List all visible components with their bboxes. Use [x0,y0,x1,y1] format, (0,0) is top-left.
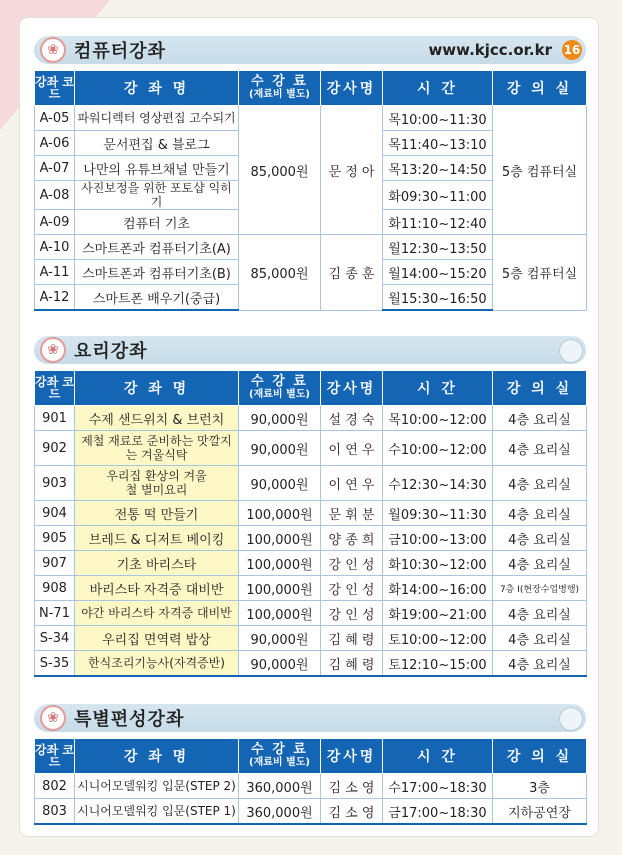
table-row [35,651,587,677]
course-code: A-10 [35,235,75,260]
course-name: 한식조리기능사(자격증반) [75,651,239,677]
course-fee: 100,000원 [239,601,321,626]
header-teacher: 강사명 [321,739,383,774]
table-row [35,601,587,626]
course-time: 수10:00~12:00 [383,431,493,466]
table-row [35,551,587,576]
course-table [34,370,587,677]
course-code: A-09 [35,210,75,235]
header-room: 강 의 실 [493,71,587,106]
course-name: 스마트폰과 컴퓨터기초(B) [75,260,239,285]
flower-icon: ❀ [40,337,66,363]
course-time: 금10:00~13:00 [383,526,493,551]
course-code: A-05 [35,106,75,131]
course-table [34,70,587,311]
circle-decoration [559,707,583,731]
course-code: 903 [35,466,75,501]
table-row [35,576,587,601]
course-teacher: 문 휘 분 [321,501,383,526]
course-time: 월09:30~11:30 [383,501,493,526]
course-room: 4층 요리실 [493,501,587,526]
table-row [35,626,587,651]
course-code: A-11 [35,260,75,285]
course-time: 월14:00~15:20 [383,260,493,285]
circle-decoration [559,339,583,363]
course-name: 컴퓨터 기초 [75,210,239,235]
course-code: 904 [35,501,75,526]
course-name: 시니어모델워킹 입문(STEP 2) [75,774,239,799]
course-code: S-35 [35,651,75,677]
course-fee: 90,000원 [239,431,321,466]
course-teacher: 이 연 우 [321,466,383,501]
course-name: 사진보정을 위한 포토샵 익히기 [75,181,239,210]
course-name: 브레드 & 디저트 베이킹 [75,526,239,551]
course-time: 월12:30~13:50 [383,235,493,260]
course-room: 3층 [493,774,587,799]
course-fee: 90,000원 [239,466,321,501]
course-fee: 90,000원 [239,626,321,651]
course-fee: 100,000원 [239,526,321,551]
header-name: 강 좌 명 [75,71,239,106]
course-time: 목10:00~12:00 [383,406,493,431]
course-time: 수17:00~18:30 [383,774,493,799]
course-code: 907 [35,551,75,576]
course-code: 905 [35,526,75,551]
course-name: 바리스타 자격증 대비반 [75,576,239,601]
section-header [34,36,586,64]
flower-icon: ❀ [40,705,66,731]
course-code: A-12 [35,285,75,311]
header-name: 강 좌 명 [75,739,239,774]
course-name: 전통 떡 만들기 [75,501,239,526]
brochure-page [20,18,598,836]
header-time: 시 간 [383,71,493,106]
table-header-row [35,71,587,106]
table-row [35,431,587,466]
header-teacher: 강사명 [321,71,383,106]
header-room: 강 의 실 [493,371,587,406]
course-teacher: 이 연 우 [321,431,383,466]
section-title: 컴퓨터강좌 [74,41,166,62]
course-time: 토10:00~12:00 [383,626,493,651]
section-header [34,704,586,732]
header-fee: 수 강 료 (재료비 별도) [239,739,321,774]
course-time: 월15:30~16:50 [383,285,493,311]
header-fee: 수 강 료 (재료비 별도) [239,371,321,406]
course-code: 902 [35,431,75,466]
course-room: 4층 요리실 [493,601,587,626]
section-header [34,336,586,364]
header-time: 시 간 [383,371,493,406]
course-time: 금17:00~18:30 [383,799,493,825]
header-name: 강 좌 명 [75,371,239,406]
table-row [35,235,587,260]
course-room: 4층 요리실 [493,406,587,431]
cooking-section [34,336,586,677]
course-code: A-06 [35,131,75,156]
course-name: 스마트폰 배우기(중급) [75,285,239,311]
course-code: 802 [35,774,75,799]
course-teacher: 김 종 훈 [321,235,383,311]
course-fee: 90,000원 [239,406,321,431]
course-fee: 85,000원 [239,235,321,311]
course-teacher: 김 소 영 [321,799,383,825]
course-room: 5층 컴퓨터실 [493,235,587,311]
table-row [35,106,587,131]
table-header-row [35,739,587,774]
course-code: A-07 [35,156,75,181]
header-teacher: 강사명 [321,371,383,406]
table-header-row [35,371,587,406]
course-teacher: 강 인 성 [321,551,383,576]
course-teacher: 강 인 성 [321,601,383,626]
course-teacher: 설 경 숙 [321,406,383,431]
header-room: 강 의 실 [493,739,587,774]
course-room: 4층 요리실 [493,626,587,651]
course-code: A-08 [35,181,75,210]
course-room: 7층 I(현장수업병행) [493,576,587,601]
course-name: 나만의 유튜브채널 만들기 [75,156,239,181]
course-time: 수12:30~14:30 [383,466,493,501]
course-time: 화09:30~11:00 [383,181,493,210]
special-section [34,704,586,825]
course-table [34,738,587,825]
course-code: 803 [35,799,75,825]
course-teacher: 양 종 희 [321,526,383,551]
course-fee: 85,000원 [239,106,321,235]
course-name: 파워디렉터 영상편집 고수되기 [75,106,239,131]
header-code: 강좌 코드 [35,371,75,406]
course-name: 시니어모델워킹 입문(STEP 1) [75,799,239,825]
header-fee: 수 강 료 (재료비 별도) [239,71,321,106]
course-name: 스마트폰과 컴퓨터기초(A) [75,235,239,260]
table-row [35,526,587,551]
table-row [35,466,587,501]
course-time: 목13:20~14:50 [383,156,493,181]
course-room: 4층 요리실 [493,526,587,551]
course-code: 908 [35,576,75,601]
course-time: 토12:10~15:00 [383,651,493,677]
course-time: 목11:40~13:10 [383,131,493,156]
course-teacher: 김 혜 령 [321,651,383,677]
header-code: 강좌 코드 [35,739,75,774]
table-row [35,501,587,526]
page-number-badge: 16 [562,40,582,60]
flower-icon: ❀ [40,37,66,63]
course-time: 목10:00~11:30 [383,106,493,131]
table-row [35,799,587,825]
course-time: 화19:00~21:00 [383,601,493,626]
website-url[interactable]: www.kjcc.or.kr [428,41,552,59]
course-fee: 100,000원 [239,576,321,601]
course-code: 901 [35,406,75,431]
course-teacher: 강 인 성 [321,576,383,601]
course-name: 문서편집 & 블로그 [75,131,239,156]
course-name: 야간 바리스타 자격증 대비반 [75,601,239,626]
course-room: 지하공연장 [493,799,587,825]
course-time: 화11:10~12:40 [383,210,493,235]
course-room: 4층 요리실 [493,466,587,501]
header-time: 시 간 [383,739,493,774]
course-room: 4층 요리실 [493,551,587,576]
course-time: 화14:00~16:00 [383,576,493,601]
course-fee: 90,000원 [239,651,321,677]
course-name: 우리집 환상의 겨울철 별미요리 [75,466,239,501]
course-time: 화10:30~12:00 [383,551,493,576]
course-code: S-34 [35,626,75,651]
table-row [35,774,587,799]
course-room: 5층 컴퓨터실 [493,106,587,235]
course-teacher: 김 소 영 [321,774,383,799]
course-teacher: 문 정 아 [321,106,383,235]
course-name: 제철 재료로 준비하는 맛깔지는 겨울식탁 [75,431,239,466]
course-fee: 360,000원 [239,799,321,825]
course-room: 4층 요리실 [493,431,587,466]
course-room: 4층 요리실 [493,651,587,677]
course-fee: 100,000원 [239,501,321,526]
course-code: N-71 [35,601,75,626]
table-row [35,406,587,431]
section-title: 요리강좌 [74,341,148,362]
course-name: 기초 바리스타 [75,551,239,576]
section-title: 특별편성강좌 [74,709,185,730]
course-teacher: 김 혜 령 [321,626,383,651]
course-name: 수제 샌드위치 & 브런치 [75,406,239,431]
course-fee: 360,000원 [239,774,321,799]
header-code: 강좌 코드 [35,71,75,106]
course-name: 우리집 면역력 밥상 [75,626,239,651]
course-fee: 100,000원 [239,551,321,576]
computer-section [34,36,586,311]
